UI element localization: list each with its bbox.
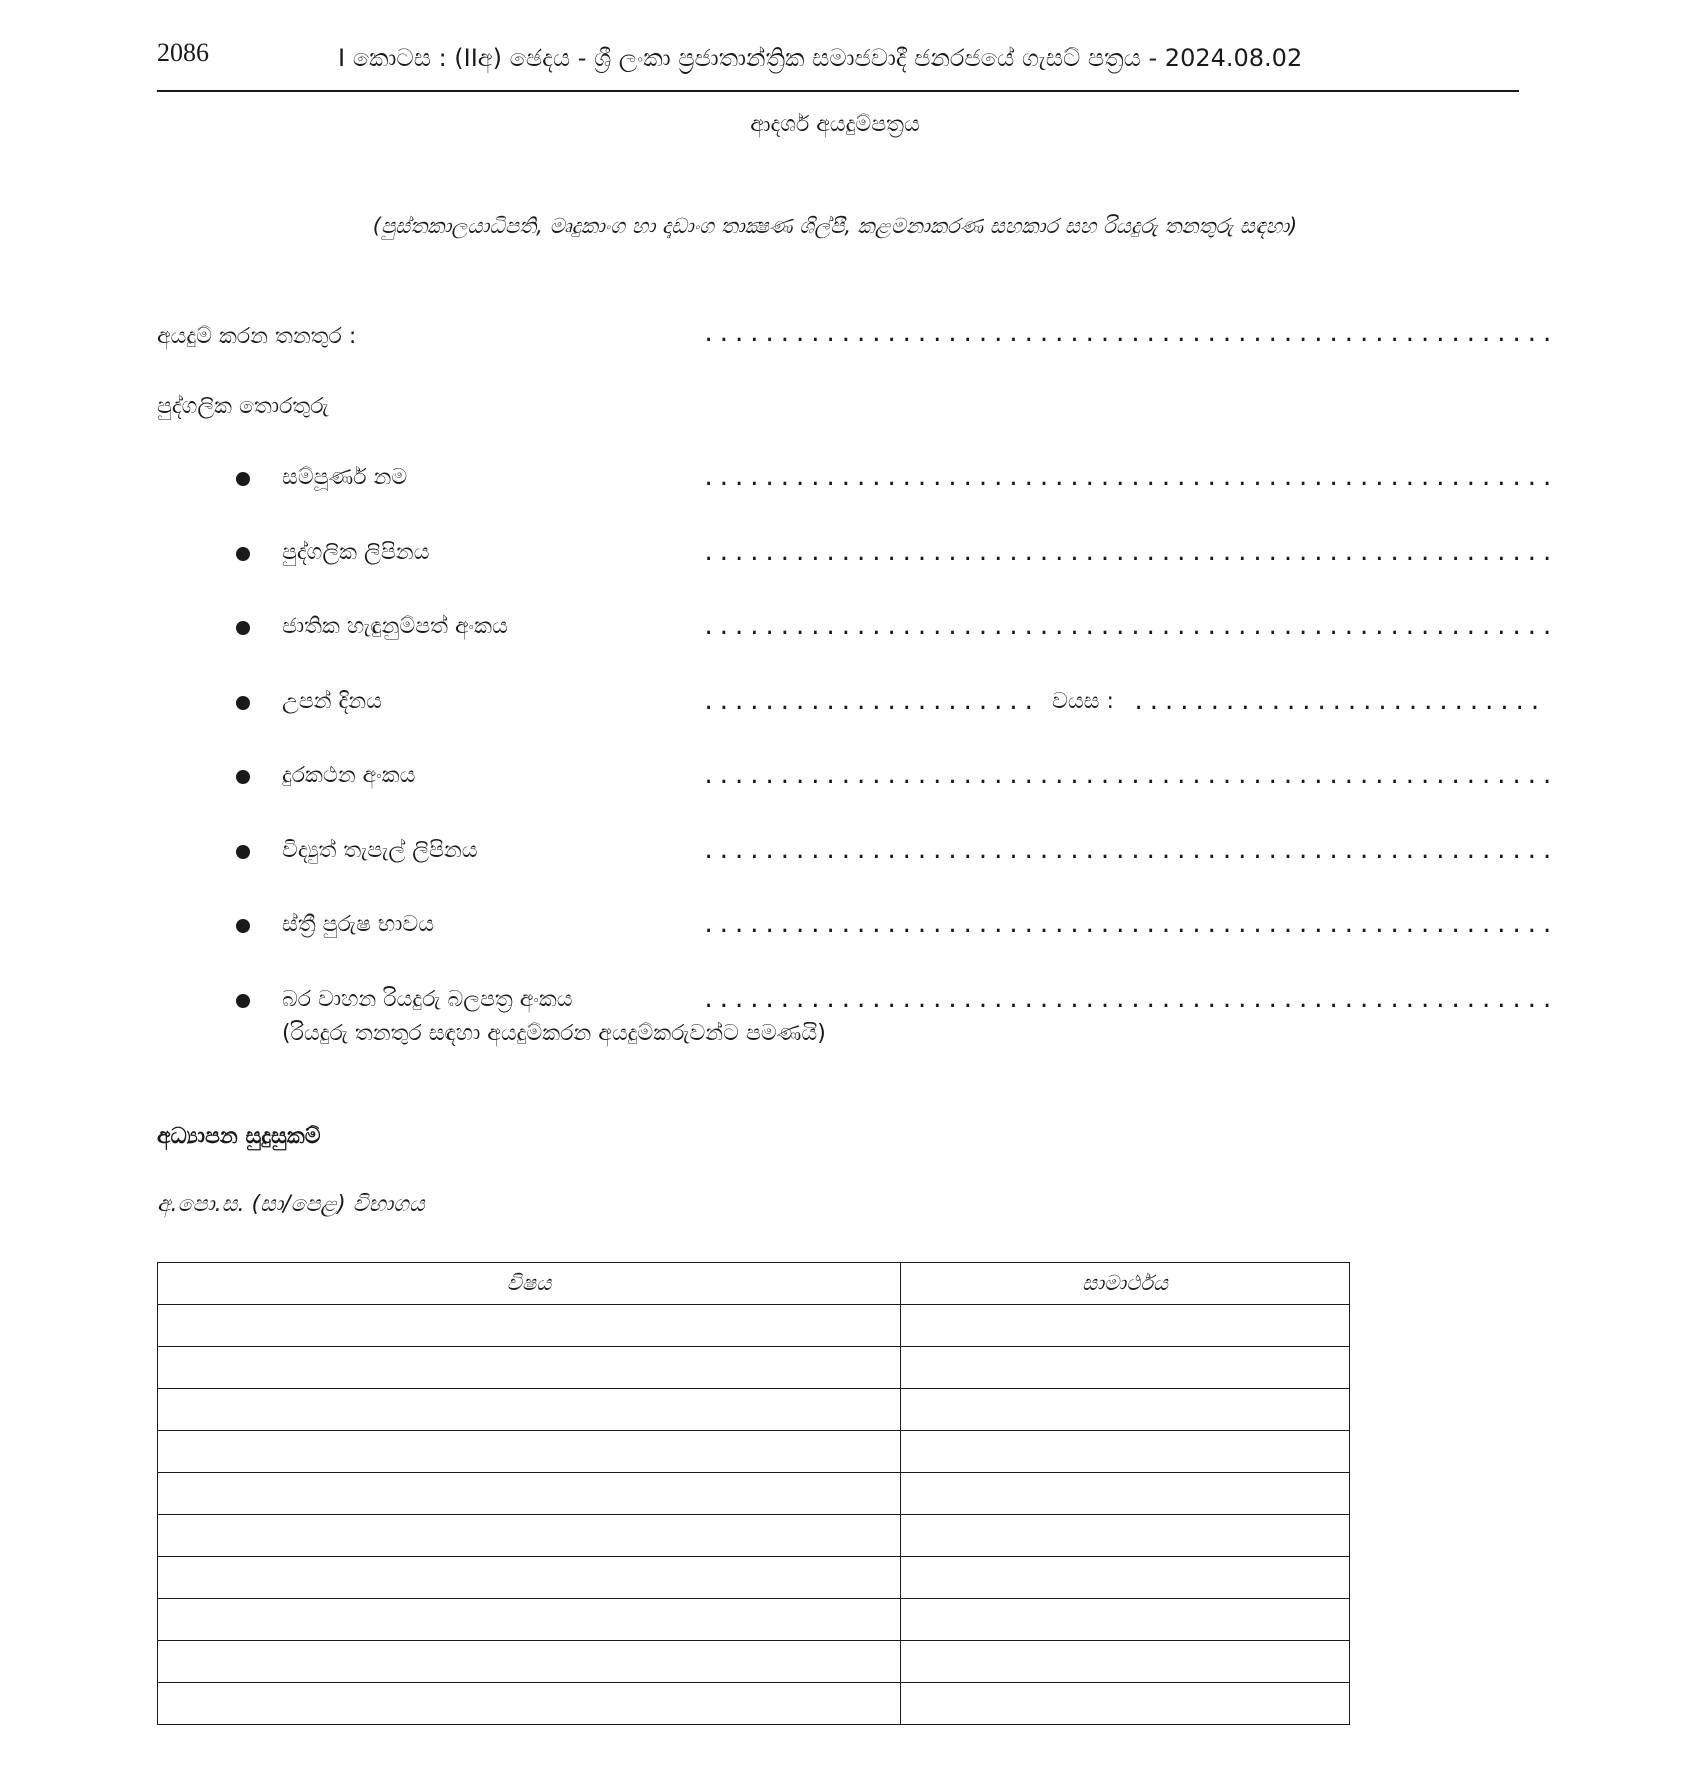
education-heading: අධ්‍යාපන සුදුසුකම් — [157, 1124, 321, 1149]
heavy-vehicle-license-label: බර වාහන රියදුරු බලපත්‍ර අංකය — [282, 987, 573, 1012]
bullet-icon — [236, 919, 250, 933]
subject-cell[interactable] — [158, 1305, 901, 1347]
table-header-row — [158, 1263, 1350, 1305]
grade-cell[interactable] — [901, 1641, 1350, 1683]
form-subtitle: (පුස්තකාලයාධිපති, මෘදුකාංග හා දෘඩාංග තාක්‍ෂණ ශිල්පී, කළමනාකරණ සහකාර සහ රියදුරු තනතුරු සඳහා) — [372, 214, 1298, 238]
page-number: 2086 — [157, 38, 209, 67]
table-row — [158, 1473, 1350, 1515]
gazette-header: I කොටස : (IIඅ) ඡෙදය - ශ්‍රී ලංකා ප්‍රජාතාන්ත්‍රික සමාජවාදී ජනරජයේ ගැසට් පත්‍රය - 2024.08.02 — [338, 44, 1303, 72]
bullet-icon — [236, 621, 250, 635]
bullet-icon — [236, 994, 250, 1008]
full-name-label: සම්පූර්ණ නම — [282, 465, 408, 490]
table-row — [158, 1305, 1350, 1347]
table-row — [158, 1515, 1350, 1557]
table-row — [158, 1557, 1350, 1599]
nic-number-label: ජාතික හැඳුනුම්පත් අංකය — [282, 614, 508, 639]
gender-label: ස්ත්‍රී පුරුෂ භාවය — [282, 912, 435, 937]
subject-cell[interactable] — [158, 1599, 901, 1641]
bullet-icon — [236, 770, 250, 784]
telephone-label: දුරකථන අංකය — [282, 763, 416, 788]
grade-cell[interactable] — [901, 1515, 1350, 1557]
table-row — [158, 1347, 1350, 1389]
bullet-icon — [236, 472, 250, 486]
grade-cell[interactable] — [901, 1683, 1350, 1725]
table-row — [158, 1431, 1350, 1473]
full-name-field[interactable]: ........................................................ — [702, 466, 1556, 491]
bullet-icon — [236, 547, 250, 561]
email-field[interactable]: ........................................................ — [702, 839, 1556, 864]
post-applied-field[interactable]: ........................................................ — [702, 322, 1556, 347]
subject-cell[interactable] — [158, 1347, 901, 1389]
email-label: විද්‍යුත් තැපැල් ලිපිනය — [282, 838, 478, 863]
gender-field[interactable]: ........................................................ — [702, 913, 1556, 938]
subject-cell[interactable] — [158, 1389, 901, 1431]
grade-cell[interactable] — [901, 1431, 1350, 1473]
table-row — [158, 1683, 1350, 1725]
table-row — [158, 1599, 1350, 1641]
grade-cell[interactable] — [901, 1347, 1350, 1389]
form-title: ආදර්ශ අයදුම්පත්‍රය — [750, 112, 920, 137]
subject-cell[interactable] — [158, 1431, 901, 1473]
grade-cell[interactable] — [901, 1389, 1350, 1431]
table-row — [158, 1641, 1350, 1683]
heavy-vehicle-license-field[interactable]: ........................................................ — [702, 988, 1556, 1013]
bullet-icon — [236, 845, 250, 859]
post-applied-label: අයදුම් කරන තනතුර : — [157, 324, 357, 349]
grade-cell[interactable] — [901, 1599, 1350, 1641]
subject-cell[interactable] — [158, 1641, 901, 1683]
age-field[interactable]: ........................... — [1132, 690, 1544, 715]
date-of-birth-label: උපන් දිනය — [282, 689, 382, 714]
heavy-vehicle-note: (රියදුරු තනතුර සඳහා අයදුම්කරන අයදුම්කරුවන්ට පමණයි) — [282, 1021, 826, 1046]
age-label: වයස : — [1052, 689, 1114, 714]
subject-column-header: විෂය — [158, 1263, 901, 1305]
personal-address-label: පුද්ගලික ලිපිනය — [282, 540, 430, 565]
exam-heading: අ.පො.ස. (සා/පෙළ) විභාගය — [157, 1192, 425, 1217]
subject-cell[interactable] — [158, 1683, 901, 1725]
date-of-birth-field[interactable]: ...................... — [702, 690, 1038, 715]
subject-cell[interactable] — [158, 1557, 901, 1599]
grade-cell[interactable] — [901, 1557, 1350, 1599]
telephone-field[interactable]: ........................................................ — [702, 764, 1556, 789]
results-table — [157, 1262, 1350, 1725]
grade-column-header: සාමාර්ථය — [901, 1263, 1350, 1305]
personal-address-field[interactable]: ........................................................ — [702, 541, 1556, 566]
bullet-icon — [236, 696, 250, 710]
grade-cell[interactable] — [901, 1305, 1350, 1347]
table-row — [158, 1389, 1350, 1431]
grade-cell[interactable] — [901, 1473, 1350, 1515]
subject-cell[interactable] — [158, 1515, 901, 1557]
personal-info-label: පුද්ගලික තොරතුරු — [157, 394, 329, 419]
nic-number-field[interactable]: ........................................................ — [702, 615, 1556, 640]
subject-cell[interactable] — [158, 1473, 901, 1515]
header-rule — [157, 90, 1519, 92]
